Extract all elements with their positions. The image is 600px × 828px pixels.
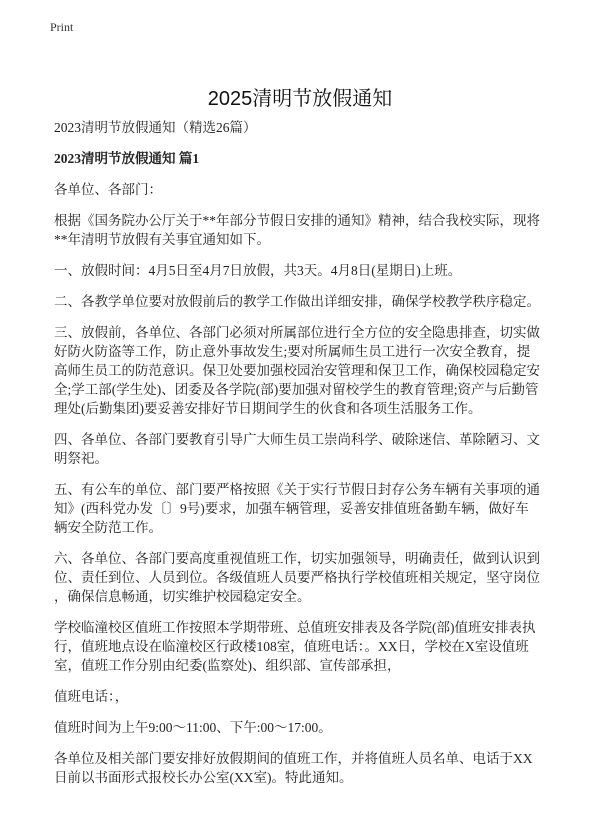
paragraph — [54, 718, 554, 737]
paragraph — [54, 180, 554, 199]
document-subtitle: 2023清明节放假通知（精选26篇） — [54, 120, 257, 135]
paragraph-line: 高师生员工的防范意识。保卫处要加强校园治安管理和保卫工作，确保校园稳定安 — [54, 363, 540, 378]
paragraph-line: 各单位及相关部门要安排好放假期间的值班工作，并将值班人员名单、电话于XX — [54, 751, 533, 766]
paragraph-line: 室，值班工作分别由纪委(监察处)、组织部、宣传部承担， — [54, 658, 401, 673]
document-body — [54, 118, 554, 799]
paragraph-line: 四、各单位、各部门要教育引导广大师生员工崇尚科学、破除迷信、革除陋习、文 — [54, 432, 540, 447]
paragraph-line: 各单位、各部门： — [54, 182, 162, 197]
paragraph-line: 知》(西科党办发〔〕9号)要求，加强车辆管理，妥善安排值班备勤车辆，做好车 — [54, 501, 529, 516]
paragraph-line: 一、放假时间：4月5日至4月7日放假，共3天。4月8日(星期日)上班。 — [54, 263, 462, 278]
print-link[interactable]: Print — [50, 20, 74, 34]
paragraph — [54, 687, 554, 706]
paragraph — [54, 430, 554, 468]
paragraph-list — [54, 180, 554, 787]
paragraph-line: 好防火防盗等工作，防止意外事故发生;要对所属师生员工进行一次安全教育，提 — [54, 344, 531, 359]
paragraph — [54, 211, 554, 249]
paragraph-line: 六、各单位、各部门要高度重视值班工作，切实加强领导，明确责任，做到认识到 — [54, 551, 540, 566]
paragraph-line: 理处(后勤集团)要妥善安排好节日期间学生的伙食和各项生活服务工作。 — [54, 401, 482, 416]
paragraph — [54, 618, 554, 675]
paragraph-line: 根据《国务院办公厅关于**年部分节假日安排的通知》精神，结合我校实际，现将 — [54, 213, 540, 228]
paragraph-line: 日前以书面形式报校长办公室(XX室)。特此通知。 — [54, 770, 353, 785]
paragraph-line: 位、责任到位、人员到位。各级值班人员要严格执行学校值班相关规定，坚守岗位 — [54, 570, 540, 585]
paragraph — [54, 261, 554, 280]
paragraph-line: **年清明节放假有关事宜通知如下。 — [54, 232, 270, 247]
section-heading: 2023清明节放假通知 篇1 — [54, 151, 200, 166]
paragraph — [54, 292, 554, 311]
document-title: 2025清明节放假通知 — [207, 88, 393, 110]
paragraph-line: 值班时间为上午9:00～11:00、下午:00～17:00。 — [54, 720, 332, 735]
paragraph-line: 五、有公车的单位、部门要严格按照《关于实行节假日封存公务车辆有关事项的通 — [54, 482, 540, 497]
paragraph — [54, 749, 554, 787]
paragraph-line: 学校临潼校区值班工作按照本学期带班、总值班安排表及各学院(部)值班安排表执 — [54, 620, 536, 635]
paragraph-line: 二、各教学单位要对放假前后的教学工作做出详细安排，确保学校教学秩序稳定。 — [54, 294, 540, 309]
paragraph-line: ，确保信息畅通，切实维护校园稳定安全。 — [54, 589, 311, 604]
paragraph-line: 值班电话：， — [54, 689, 129, 704]
paragraph-line: 明祭祀。 — [54, 451, 108, 466]
paragraph-line: 全;学工部(学生处)、团委及各学院(部)要加强对留校学生的教育管理;资产与后勤管 — [54, 382, 539, 397]
paragraph-line: 三、放假前，各单位、各部门必须对所属部位进行全方位的安全隐患排查，切实做 — [54, 325, 540, 340]
paragraph — [54, 323, 554, 418]
paragraph-line: 辆安全防范工作。 — [54, 520, 162, 535]
paragraph — [54, 549, 554, 606]
paragraph-line: 行，值班地点设在临潼校区行政楼108室，值班电话：。XX日，学校在X室设值班 — [54, 639, 529, 654]
paragraph — [54, 480, 554, 537]
